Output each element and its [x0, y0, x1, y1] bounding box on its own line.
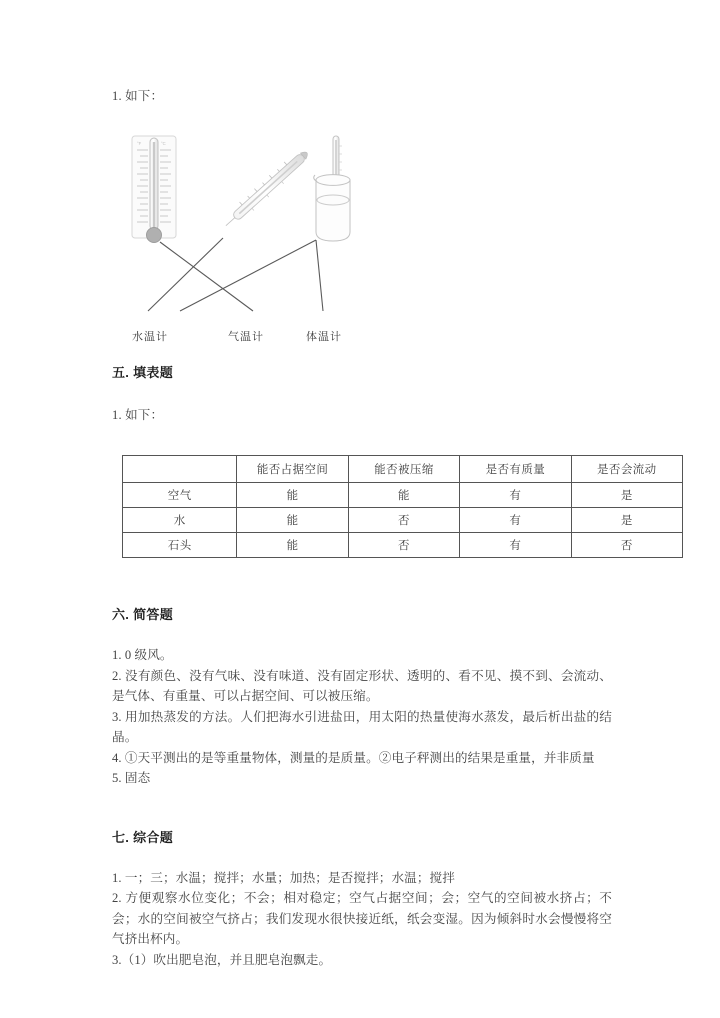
- connector-beaker-cross: [180, 240, 316, 311]
- table-header-corner: [123, 456, 237, 483]
- table-row: [123, 533, 683, 558]
- cell-stone-mass: 有: [460, 533, 571, 558]
- cell-stone-occupy: 能: [237, 533, 348, 558]
- table-row: [123, 508, 683, 533]
- document-content: [112, 86, 657, 970]
- svg-text:°C: °C: [161, 141, 166, 146]
- section-six-answers: [112, 645, 612, 789]
- body-thermometer-label: 体温计: [306, 331, 342, 343]
- table-row: [123, 483, 683, 508]
- clinical-thermometer-icon: [220, 146, 312, 231]
- wall-thermometer-icon: [132, 136, 176, 243]
- section-heading-five: 五. 填表题: [112, 365, 174, 380]
- row-label-air: 空气: [123, 483, 237, 508]
- cell-water-compress: 否: [348, 508, 459, 533]
- table-header-row: [123, 456, 683, 483]
- section-heading-seven: 七. 综合题: [112, 829, 174, 845]
- beaker-with-thermometer-icon: [314, 136, 350, 241]
- cell-air-mass: 有: [460, 483, 571, 508]
- answer-item-6-5: 5. 固态: [112, 771, 151, 785]
- cell-stone-flow: 否: [571, 533, 682, 558]
- properties-table-wrapper: [122, 455, 657, 558]
- answer-item-7-2: 2. 方便观察水位变化；不会；相对稳定；空气占据空间；会；空气的空间被水挤占；不会；水的空间被空气挤占；我们发现水很快接近纸，纸会变湿。因为倾斜时水会慢慢将空气挤出杯内。: [112, 891, 612, 946]
- matching-answer-intro: 1. 如下：: [112, 89, 164, 103]
- cell-water-occupy: 能: [237, 508, 348, 533]
- svg-text:°F: °F: [137, 141, 142, 146]
- air-thermometer-label: 气温计: [228, 331, 264, 343]
- section-seven-answers: [112, 868, 612, 971]
- diagram-graphic: [120, 128, 410, 323]
- section-five-intro: 1. 如下：: [112, 408, 164, 422]
- answer-item-7-1: 1. 一；三；水温；搅拌；水量；加热；是否搅拌；水温；搅拌: [112, 870, 455, 885]
- answer-item-6-2: 2. 没有颜色、没有气味、没有味道、没有固定形状、透明的、看不见、摸不到、会流动、是气体、有重量、可以占据空间、可以被压缩。: [112, 668, 612, 703]
- thermometer-matching-diagram: [120, 128, 410, 343]
- water-thermometer-label: 水温计: [132, 331, 168, 343]
- table-header-has-mass: 是否有质量: [460, 456, 571, 483]
- cell-air-occupy: 能: [237, 483, 348, 508]
- answer-item-7-3: 3.（1）吹出肥皂泡，并且肥皂泡飘走。: [112, 952, 332, 967]
- cell-air-flow: 是: [571, 483, 682, 508]
- answer-item-6-4: 4. ①天平测出的是等重量物体，测量的是质量。②电子秤测出的结果是重量，并非质量: [112, 750, 595, 765]
- table-header-occupy-space: 能否占据空间: [237, 456, 348, 483]
- table-header-compressible: 能否被压缩: [348, 456, 459, 483]
- table-header-flows: 是否会流动: [571, 456, 682, 483]
- cell-water-mass: 有: [460, 508, 571, 533]
- cell-stone-compress: 否: [348, 533, 459, 558]
- cell-water-flow: 是: [571, 508, 682, 533]
- row-label-stone: 石头: [123, 533, 237, 558]
- section-heading-six: 六. 简答题: [112, 607, 174, 622]
- diagram-connector-lines: [148, 238, 323, 311]
- connector-wall-to-air: [160, 242, 253, 311]
- cell-air-compress: 能: [348, 483, 459, 508]
- connector-clinical-to-water: [148, 238, 223, 311]
- connector-beaker-to-body: [316, 240, 323, 311]
- row-label-water: 水: [123, 508, 237, 533]
- properties-table: [122, 455, 683, 558]
- answer-item-6-3: 3. 用加热蒸发的方法。人们把海水引进盐田，用太阳的热量使海水蒸发，最后析出盐的结晶。: [112, 709, 612, 744]
- answer-item-6-1: 1. 0 级风。: [112, 648, 173, 662]
